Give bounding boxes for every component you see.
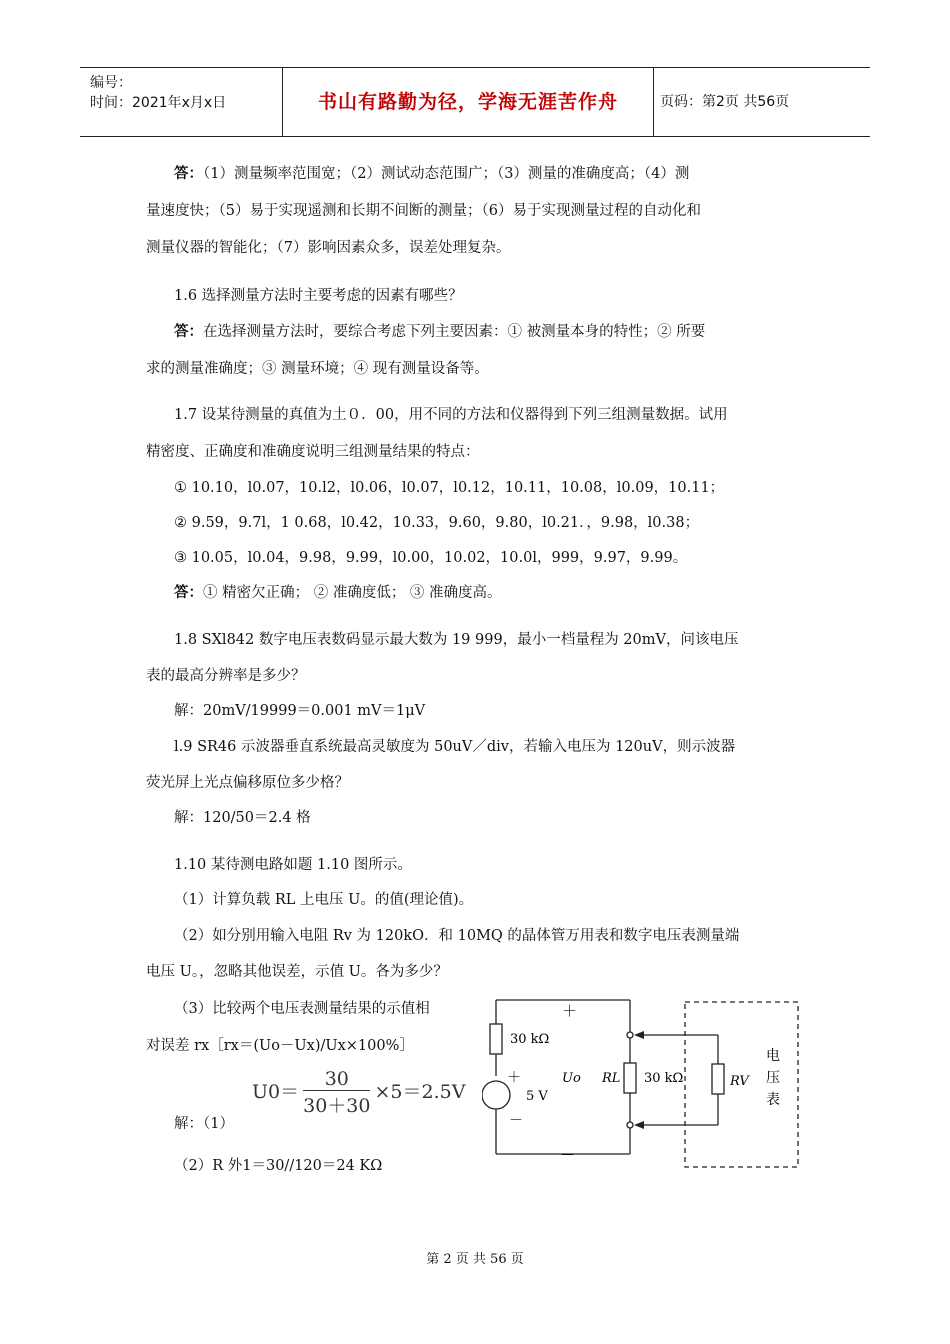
resistor-30k [490,1024,502,1054]
formula-lhs: U0＝ [252,1081,300,1103]
solution-1-8: 解：20mV/19999＝0.001 mV＝1μV [174,703,426,719]
source-minus-label: － [509,1113,523,1129]
answer-1-6-line-2: 求的测量准确度；③ 测量环境；④ 现有测量设备等。 [146,361,489,377]
meter-label-1: 电 [766,1048,780,1064]
meter-label-3: 表 [766,1092,780,1108]
question-1-10-part-2-line-1: （2）如分别用输入电阻 Rv 为 120kO．和 10MQ 的晶体管万用表和数字电压表测量端 [174,928,740,944]
rl-label: RL [602,1071,621,1086]
question-1-8-line-2: 表的最高分辨率是多少？ [146,668,306,684]
minus-bottom-label: － [560,1146,576,1164]
r1-label: 30 kΩ [510,1032,550,1047]
answer-1-line-3: 测量仪器的智能化；（7）影响因素众多，误差处理复杂。 [146,240,511,256]
source-label: 5 V [526,1089,548,1104]
header-meta [80,68,283,136]
formula-numerator: 30 [303,1068,370,1091]
answer-1-7: 答：① 精密欠正确； ② 准确度低； ③ 准确度高。 [174,584,502,601]
page-footer: 第 2 页 共 56 页 [426,1252,524,1267]
solution-1-10-part-1: 解：（1） [174,1116,234,1132]
formula-denominator: 30＋30 [303,1095,371,1117]
solution-1-9: 解：120/50＝2.4 格 [174,810,311,826]
formula-fraction [303,1068,370,1118]
answer-1-line-2: 量速度快；（5）易于实现遥测和长期不间断的测量；（6）易于实现测量过程的自动化和 [146,203,701,219]
question-1-7-line-2: 精密度、正确度和准确度说明三组测量结果的特点： [146,444,480,460]
rv-label: RV [730,1074,749,1089]
answer-1-6-line-1: 答：在选择测量方法时，要综合考虑下列主要因素：① 被测量本身的特性；② 所要 [174,323,706,340]
formula-rhs: ×5＝2.5V [374,1081,466,1103]
question-1-8-line-1: 1.8 SXl842 数字电压表数码显示最大数为 19 999，最小一档量程为 20mV，问该电压 [174,632,739,648]
question-1-10-part-3-line-1: （3）比较两个电压表测量结果的示值相 [174,1001,430,1017]
question-1-6: 1.6 选择测量方法时主要考虑的因素有哪些？ [174,288,463,304]
data-set-3: ③ 10.05，l0.04，9.98，9.99，l0.00，10.02，10.0l，999，9.97，9.99。 [174,550,688,566]
question-1-9-line-2: 荧光屏上光点偏移原位多少格？ [146,775,349,791]
data-set-2: ② 9.59，9.7l，1 0.68，l0.42，10.33，9.60，9.80，l0.21．，9.98，l0.38； [174,515,700,531]
header-page-info: 页码：第2页 共56页 [660,94,790,110]
page-header [80,67,870,137]
question-1-10-part-1: （1）计算负载 RL 上电压 U。的值(理论值)。 [174,892,474,908]
meter-label-2: 压 [766,1070,780,1086]
voltage-source [482,1081,510,1109]
source-plus-label: ＋ [507,1070,521,1086]
serial-label: 编号： [90,75,132,91]
header-motto: 书山有路勤为径，学海无涯苦作舟 [283,68,654,136]
rl-value-label: 30 kΩ [644,1071,684,1086]
data-set-1: ① 10.10，l0.07，10.l2，l0.06，l0.07，l0.12，10.11，10.08，l0.09，10.11； [174,480,725,496]
question-1-7-line-1: 1.7 设某待测量的真值为土０．00，用不同的方法和仪器得到下列三组测量数据。试用 [174,407,728,423]
uo-label: Uo [562,1071,581,1086]
question-1-10: 1.10 某待测电路如题 1.10 图所示。 [174,857,412,873]
formula-uo [252,1068,465,1118]
circuit-diagram [482,990,812,1175]
date-label: 时间：2021年x月x日 [90,95,227,111]
resistor-rl [624,1063,636,1093]
answer-1-line-1: 答：（1）测量频率范围宽；（2）测试动态范围广；（3）测量的准确度高；（4）测 [174,165,690,182]
question-1-10-part-2-line-2: 电压 U。，忽略其他误差，示值 U。各为多少？ [146,964,448,980]
solution-1-10-part-2: （2）R 外1＝30//120＝24 KΩ [174,1158,383,1174]
question-1-10-part-3-line-2: 对误差 rx［rx＝(Uo－Ux)/Ux×100%］ [146,1038,414,1054]
plus-top-label: ＋ [562,1002,578,1020]
resistor-rv [712,1064,724,1094]
question-1-9-line-1: l.9 SR46 示波器垂直系统最高灵敏度为 50uV／div，若输入电压为 120uV，则示波器 [174,739,736,755]
